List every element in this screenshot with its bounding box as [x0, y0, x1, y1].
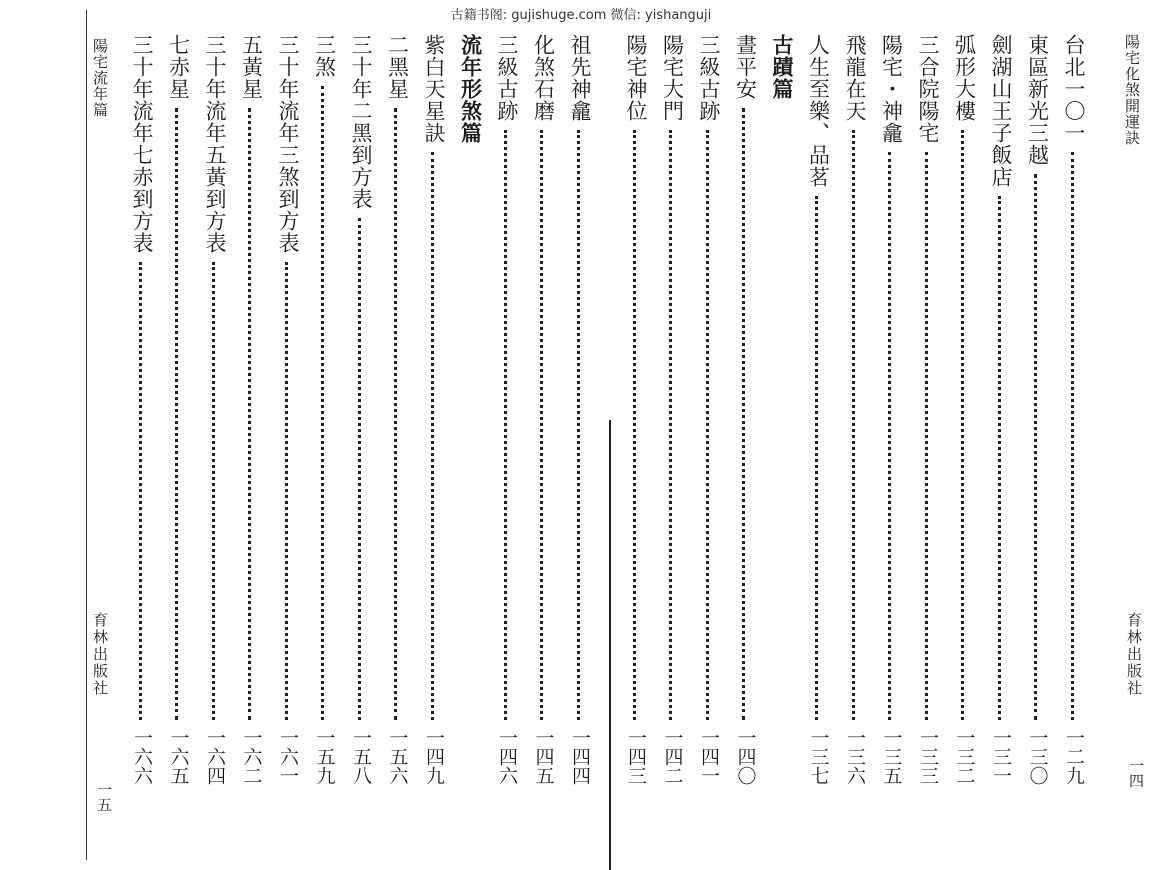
- toc-leader-dots: [321, 86, 328, 720]
- toc-entry: [239, 34, 265, 814]
- toc-entry-page: 一二九: [1063, 728, 1085, 785]
- toc-entry-page: 一三三: [917, 728, 939, 785]
- toc-entry-page: 一四九: [423, 728, 445, 785]
- toc-entry-title: 流年形煞篇: [458, 34, 484, 144]
- book-spine: [609, 420, 611, 870]
- toc-entry-title: 祖先神龕: [568, 34, 592, 122]
- toc-entry-page: 一五九: [313, 728, 336, 785]
- toc-leader-dots: [998, 196, 1005, 720]
- toc-entry-page: 一四五: [532, 728, 555, 785]
- toc-entry: [129, 34, 155, 814]
- watermark: 古籍书阁: gujishuge.com 微信: yishanguji: [450, 8, 712, 23]
- toc-entry-title: 三煞: [312, 34, 337, 78]
- toc-entry: [531, 34, 557, 814]
- toc-entry: [1061, 34, 1087, 814]
- toc-entry-page: 一三五: [880, 728, 903, 785]
- toc-entry: [915, 34, 941, 814]
- toc-leader-dots: [577, 130, 584, 720]
- toc-entry: [879, 34, 905, 814]
- toc-entry-page: 一六一: [277, 728, 299, 785]
- toc-entry: [348, 34, 374, 814]
- toc-entry-page: 一六二: [240, 728, 263, 785]
- toc-entry: [806, 34, 832, 814]
- toc-entry: [1025, 34, 1051, 814]
- toc-leader-dots: [925, 152, 932, 720]
- toc-entry: [421, 34, 447, 814]
- toc-entry: [623, 34, 649, 814]
- toc-leader-dots: [961, 130, 968, 720]
- toc-leader-dots: [815, 196, 822, 720]
- toc-entry-title: 五黃星: [239, 34, 264, 100]
- toc-leader-dots: [394, 108, 401, 720]
- toc-entry-title: 台北一〇一: [1062, 34, 1086, 144]
- toc-leader-dots: [175, 108, 182, 720]
- toc-entry-title: 三十年流年三煞到方表: [276, 34, 300, 254]
- toc-leader-dots: [358, 218, 365, 720]
- toc-entry-title: 三十年二黑到方表: [349, 34, 373, 210]
- toc-entry-page: 一四二: [661, 728, 684, 785]
- toc-entry: [494, 34, 520, 814]
- toc-entry-page: 一四一: [698, 728, 720, 785]
- toc-entry: [166, 34, 192, 814]
- toc-entry-page: 一四三: [625, 728, 647, 785]
- toc-section-heading: [769, 34, 795, 814]
- toc-entry-page: 一三二: [953, 728, 976, 785]
- toc-entry-title: 人生至樂、品茗: [806, 34, 831, 188]
- toc-entry-title: 三級古跡: [495, 34, 519, 122]
- left-page-number: 一五: [95, 782, 113, 812]
- toc-entry-title: 化煞石磨: [531, 34, 556, 122]
- toc-entry-page: 一五八: [350, 728, 372, 785]
- toc-leader-dots: [852, 130, 859, 720]
- toc-entry-page: 一六五: [167, 728, 190, 785]
- toc-entry-title: 飛龍在天: [843, 34, 867, 122]
- toc-entry-title: 劍湖山王子飯店: [989, 34, 1013, 188]
- toc-leader-dots: [669, 130, 676, 720]
- toc-entry-title: 三合院陽宅: [916, 34, 940, 144]
- toc-leader-dots: [742, 108, 749, 720]
- toc-entry-page: 一六四: [204, 728, 226, 785]
- right-page: [612, 0, 1162, 870]
- left-publisher: 育林出版社: [91, 612, 109, 697]
- toc-entry-page: 一五六: [386, 728, 409, 785]
- toc-entry-title: 東區新光三越: [1025, 34, 1050, 166]
- toc-entry: [733, 34, 759, 814]
- right-page-number: 一四: [1127, 758, 1145, 788]
- toc-entry: [275, 34, 301, 814]
- right-running-title: 陽宅化煞開運訣: [1123, 34, 1141, 146]
- toc-entry-title: 三十年流年七赤到方表: [130, 34, 154, 254]
- toc-entry-page: 一三七: [807, 728, 830, 785]
- toc-leader-dots: [1034, 174, 1041, 720]
- toc-entry-title: 陽宅・神龕: [879, 34, 904, 144]
- toc-entry-page: 一四〇: [734, 728, 757, 785]
- toc-leader-dots: [888, 152, 895, 720]
- toc-entry: [567, 34, 593, 814]
- toc-entry-title: 弧形大樓: [952, 34, 977, 122]
- toc-entry-page: 一三〇: [1026, 728, 1049, 785]
- toc-entry-page: 一四四: [569, 728, 591, 785]
- toc-section-heading: [458, 34, 484, 814]
- toc-leader-dots: [139, 262, 146, 720]
- toc-entry-title: 紫白天星訣: [422, 34, 446, 144]
- toc-entry: [202, 34, 228, 814]
- toc-leader-dots: [248, 108, 255, 720]
- toc-leader-dots: [285, 262, 292, 720]
- right-publisher: 育林出版社: [1125, 612, 1143, 697]
- toc-entry: [660, 34, 686, 814]
- toc-leader-dots: [540, 130, 547, 720]
- toc-entry: [952, 34, 978, 814]
- toc-entry-title: 古蹟篇: [770, 34, 795, 100]
- toc-entry-page: 一三一: [990, 728, 1012, 785]
- toc-leader-dots: [431, 152, 438, 720]
- toc-entry-page: 一六六: [131, 728, 153, 785]
- toc-leader-dots: [212, 262, 219, 720]
- toc-entry-page: 一四六: [496, 728, 518, 785]
- toc-entry-title: 三級古跡: [697, 34, 721, 122]
- toc-entry: [385, 34, 411, 814]
- toc-leader-dots: [633, 130, 640, 720]
- toc-entry: [312, 34, 338, 814]
- toc-entry-title: 晝平安: [733, 34, 758, 100]
- toc-leader-dots: [1071, 152, 1078, 720]
- toc-leader-dots: [706, 130, 713, 720]
- toc-entry-title: 三十年流年五黃到方表: [203, 34, 227, 254]
- toc-entry-page: 一三六: [844, 728, 866, 785]
- toc-entry-title: 陽宅神位: [624, 34, 648, 122]
- toc-entry: [842, 34, 868, 814]
- toc-entry-title: 七赤星: [166, 34, 191, 100]
- toc-entry-title: 二黑星: [385, 34, 410, 100]
- toc-entry: [988, 34, 1014, 814]
- left-page-edge: [86, 10, 87, 860]
- toc-entry-title: 陽宅大門: [660, 34, 685, 122]
- toc-entry: [696, 34, 722, 814]
- toc-leader-dots: [504, 130, 511, 720]
- left-running-title: 陽宅流年篇: [91, 38, 109, 118]
